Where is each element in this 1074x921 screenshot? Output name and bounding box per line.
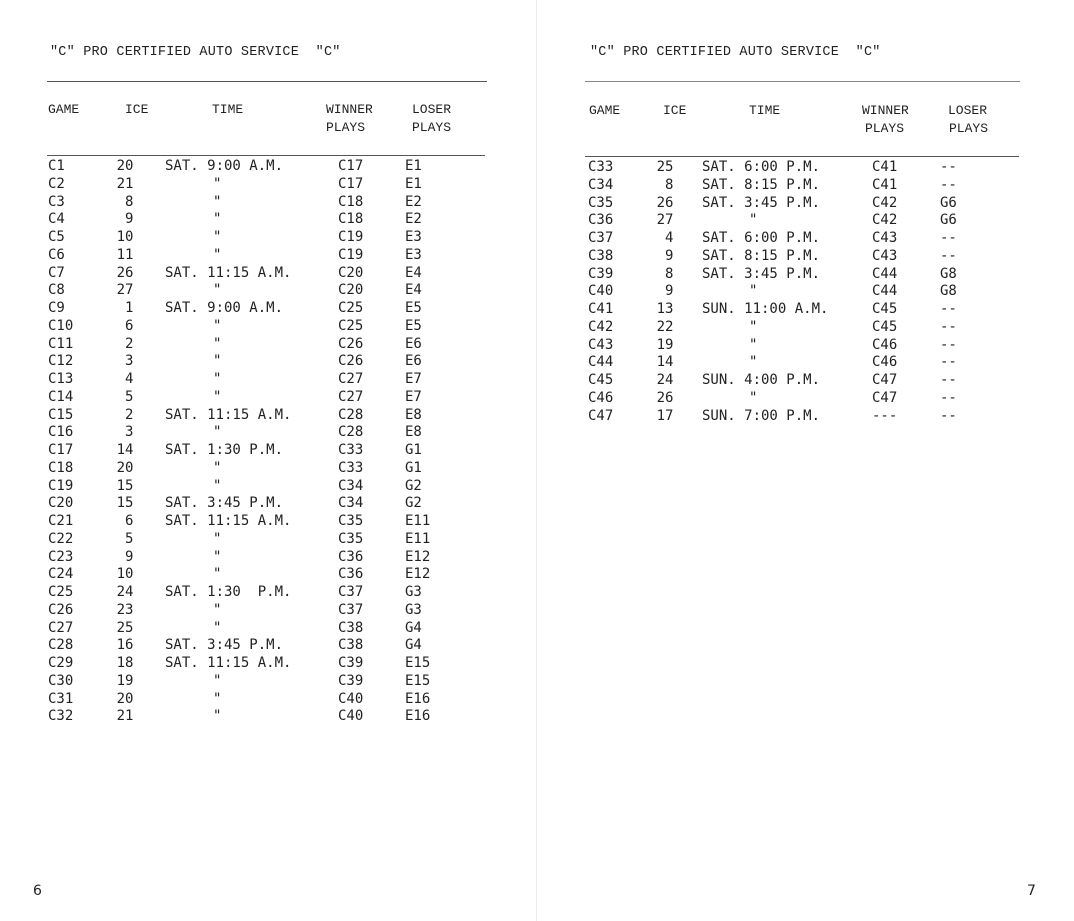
- loser-cell: --: [940, 389, 957, 406]
- loser-cell: E15: [405, 672, 431, 689]
- ice-cell: 27: [116, 282, 134, 299]
- ice-cell: 4: [665, 230, 674, 246]
- winner-cell: C35: [338, 530, 364, 547]
- time-cell: ": [213, 690, 222, 707]
- loser-cell: G8: [940, 265, 957, 282]
- winner-cell: C26: [338, 353, 364, 370]
- header-winner-plays: PLAYS: [865, 121, 905, 136]
- page-title: "C" PRO CERTIFIED AUTO SERVICE "C": [50, 45, 341, 60]
- header-ice: ICE: [125, 102, 149, 117]
- game-cell: C32: [48, 708, 74, 725]
- time-cell: ": [749, 336, 758, 353]
- winner-cell: C41: [872, 159, 898, 175]
- game-cell: C33: [588, 159, 614, 175]
- winner-cell: C40: [338, 690, 364, 707]
- loser-cell: E5: [405, 317, 422, 334]
- time-cell: SAT. 1:30 P.M.: [165, 584, 292, 600]
- time-cell: ": [749, 212, 758, 229]
- loser-cell: E15: [405, 655, 431, 671]
- time-cell: ": [213, 619, 222, 636]
- game-cell: C23: [48, 548, 74, 565]
- winner-cell: C17: [338, 175, 364, 192]
- loser-cell: E5: [405, 300, 422, 316]
- ice-cell: 25: [116, 619, 134, 636]
- ice-cell: 11: [116, 246, 134, 263]
- game-cell: C38: [588, 247, 614, 264]
- loser-cell: E16: [405, 690, 431, 707]
- time-cell: SUN. 4:00 P.M.: [702, 372, 821, 388]
- ice-cell: 15: [116, 477, 134, 494]
- ice-cell: 26: [116, 264, 134, 281]
- ice-cell: 21: [116, 175, 134, 192]
- header-game: GAME: [589, 103, 621, 118]
- game-cell: C47: [588, 407, 614, 424]
- time-cell: SUN. 7:00 P.M.: [702, 407, 821, 424]
- winner-cell: C36: [338, 548, 364, 565]
- loser-cell: --: [940, 301, 957, 317]
- ice-cell: 16: [116, 637, 134, 654]
- ice-cell: 10: [116, 229, 134, 245]
- game-cell: C37: [588, 230, 614, 246]
- time-cell: SAT. 9:00 A.M.: [165, 158, 284, 174]
- game-cell: C8: [48, 282, 65, 299]
- ice-cell: 26: [656, 389, 674, 406]
- game-cell: C36: [588, 212, 614, 229]
- ice-cell: 6: [125, 317, 134, 334]
- game-cell: C16: [48, 424, 74, 441]
- winner-cell: C44: [872, 283, 898, 300]
- header-loser-plays: PLAYS: [412, 120, 452, 135]
- game-cell: C42: [588, 318, 614, 335]
- winner-cell: C43: [872, 230, 898, 246]
- ice-cell: 19: [116, 672, 134, 689]
- loser-cell: G4: [405, 619, 422, 636]
- ice-cell: 9: [665, 283, 674, 300]
- header-winner-plays: PLAYS: [326, 120, 366, 135]
- game-cell: C11: [48, 335, 74, 352]
- winner-cell: C33: [338, 459, 364, 476]
- game-cell: C6: [48, 246, 65, 263]
- loser-cell: --: [940, 247, 957, 264]
- time-cell: ": [213, 672, 222, 689]
- time-cell: SAT. 3:45 P.M.: [165, 637, 284, 654]
- time-cell: SAT. 11:15 A.M.: [165, 513, 292, 529]
- game-cell: C31: [48, 690, 74, 707]
- page-title: "C" PRO CERTIFIED AUTO SERVICE "C": [590, 45, 881, 60]
- ice-cell: 24: [116, 584, 134, 600]
- winner-cell: C17: [338, 158, 364, 174]
- page-number: 6: [33, 883, 42, 899]
- game-cell: C1: [48, 158, 65, 174]
- time-cell: ": [213, 335, 222, 352]
- header-time: TIME: [212, 102, 244, 117]
- winner-cell: C36: [338, 566, 364, 583]
- ice-cell: 9: [665, 247, 674, 264]
- time-cell: ": [213, 282, 222, 299]
- loser-cell: E7: [405, 388, 422, 405]
- game-cell: C3: [48, 193, 65, 210]
- ice-cell: 8: [665, 176, 674, 193]
- loser-cell: G1: [405, 459, 422, 476]
- ice-cell: 23: [116, 601, 134, 618]
- loser-cell: G6: [940, 212, 957, 229]
- ice-cell: 17: [656, 407, 674, 424]
- game-cell: C29: [48, 655, 74, 671]
- time-cell: ": [213, 353, 222, 370]
- game-cell: C39: [588, 265, 614, 282]
- winner-cell: C26: [338, 335, 364, 352]
- time-cell: ": [749, 389, 758, 406]
- header-winner: WINNER: [862, 103, 909, 118]
- game-cell: C12: [48, 353, 74, 370]
- ice-cell: 5: [125, 530, 134, 547]
- loser-cell: E1: [405, 158, 422, 174]
- winner-cell: C38: [338, 619, 364, 636]
- ice-cell: 14: [116, 442, 134, 458]
- loser-cell: --: [940, 318, 957, 335]
- header-winner: WINNER: [326, 102, 373, 117]
- loser-cell: E11: [405, 513, 431, 529]
- loser-cell: E2: [405, 193, 422, 210]
- loser-cell: G1: [405, 442, 422, 458]
- game-cell: C24: [48, 566, 74, 583]
- time-cell: ": [749, 354, 758, 371]
- ice-cell: 15: [116, 495, 134, 512]
- loser-cell: E8: [405, 406, 422, 423]
- winner-cell: C46: [872, 336, 898, 353]
- game-cell: C25: [48, 584, 74, 600]
- ice-cell: 20: [116, 459, 134, 476]
- winner-cell: C25: [338, 317, 364, 334]
- game-cell: C46: [588, 389, 614, 406]
- loser-cell: G4: [405, 637, 422, 654]
- loser-cell: G8: [940, 283, 957, 300]
- winner-cell: C18: [338, 193, 364, 210]
- loser-cell: --: [940, 372, 957, 388]
- loser-cell: E11: [405, 530, 431, 547]
- header-ice: ICE: [663, 103, 687, 118]
- winner-cell: C39: [338, 655, 364, 671]
- game-cell: C17: [48, 442, 74, 458]
- loser-cell: E2: [405, 211, 422, 228]
- game-cell: C14: [48, 388, 74, 405]
- ice-cell: 3: [125, 424, 134, 441]
- ice-cell: 4: [125, 371, 134, 387]
- loser-cell: --: [940, 336, 957, 353]
- loser-cell: E4: [405, 264, 422, 281]
- winner-cell: C38: [338, 637, 364, 654]
- winner-cell: C37: [338, 601, 364, 618]
- ice-cell: 13: [656, 301, 674, 317]
- ice-cell: 5: [125, 388, 134, 405]
- game-cell: C45: [588, 372, 614, 388]
- ice-cell: 27: [656, 212, 674, 229]
- time-cell: ": [213, 229, 222, 245]
- time-cell: ": [213, 424, 222, 441]
- ice-cell: 21: [116, 708, 134, 725]
- time-cell: SAT. 11:15 A.M.: [165, 264, 292, 281]
- time-cell: ": [213, 388, 222, 405]
- time-cell: ": [749, 283, 758, 300]
- time-cell: SAT. 6:00 P.M.: [702, 230, 821, 246]
- winner-cell: C33: [338, 442, 364, 458]
- ice-cell: 2: [125, 406, 134, 423]
- loser-cell: E3: [405, 229, 422, 245]
- ice-cell: 25: [656, 159, 674, 175]
- game-cell: C15: [48, 406, 74, 423]
- time-cell: SAT. 3:45 P.M.: [702, 194, 821, 211]
- game-cell: C40: [588, 283, 614, 300]
- game-cell: C10: [48, 317, 74, 334]
- ice-cell: 24: [656, 372, 674, 388]
- ice-cell: 14: [656, 354, 674, 371]
- winner-cell: C35: [338, 513, 364, 529]
- game-cell: C34: [588, 176, 614, 193]
- game-cell: C22: [48, 530, 74, 547]
- header-rule: [47, 155, 485, 156]
- time-cell: ": [213, 371, 222, 387]
- page-number: 7: [1027, 883, 1036, 899]
- winner-cell: C27: [338, 371, 364, 387]
- time-cell: ": [213, 708, 222, 725]
- loser-cell: E8: [405, 424, 422, 441]
- time-cell: ": [213, 317, 222, 334]
- header-loser-plays: PLAYS: [949, 121, 989, 136]
- game-cell: C4: [48, 211, 65, 228]
- winner-cell: C39: [338, 672, 364, 689]
- time-cell: ": [213, 530, 222, 547]
- ice-cell: 8: [125, 193, 134, 210]
- winner-cell: C34: [338, 477, 364, 494]
- winner-cell: C20: [338, 264, 364, 281]
- time-cell: SAT. 3:45 P.M.: [702, 265, 821, 282]
- winner-cell: C28: [338, 424, 364, 441]
- loser-cell: E6: [405, 353, 422, 370]
- winner-cell: C34: [338, 495, 364, 512]
- winner-cell: C42: [872, 194, 898, 211]
- loser-cell: G2: [405, 495, 422, 512]
- winner-cell: C40: [338, 708, 364, 725]
- ice-cell: 10: [116, 566, 134, 583]
- game-cell: C21: [48, 513, 74, 529]
- loser-cell: G3: [405, 584, 422, 600]
- header-loser: LOSER: [412, 102, 452, 117]
- game-cell: C28: [48, 637, 74, 654]
- time-cell: SAT. 6:00 P.M.: [702, 159, 821, 175]
- time-cell: ": [213, 548, 222, 565]
- ice-cell: 19: [656, 336, 674, 353]
- loser-cell: E3: [405, 246, 422, 263]
- ice-cell: 20: [116, 690, 134, 707]
- time-cell: SAT. 1:30 P.M.: [165, 442, 284, 458]
- loser-cell: --: [940, 176, 957, 193]
- ice-cell: 20: [116, 158, 134, 174]
- header-game: GAME: [48, 102, 80, 117]
- time-cell: SAT. 8:15 P.M.: [702, 176, 821, 193]
- winner-cell: C44: [872, 265, 898, 282]
- header-rule: [585, 156, 1019, 157]
- loser-cell: E16: [405, 708, 431, 725]
- winner-cell: C43: [872, 247, 898, 264]
- time-cell: ": [213, 193, 222, 210]
- loser-cell: --: [940, 159, 957, 175]
- loser-cell: --: [940, 407, 957, 424]
- loser-cell: E12: [405, 566, 431, 583]
- time-cell: SAT. 3:45 P.M.: [165, 495, 284, 512]
- winner-cell: C19: [338, 229, 364, 245]
- ice-cell: 22: [656, 318, 674, 335]
- game-cell: C44: [588, 354, 614, 371]
- right-page: [537, 0, 1074, 921]
- time-cell: SUN. 11:00 A.M.: [702, 301, 829, 317]
- winner-cell: C41: [872, 176, 898, 193]
- time-cell: ": [749, 318, 758, 335]
- ice-cell: 18: [116, 655, 134, 671]
- title-rule: [585, 81, 1020, 82]
- winner-cell: ---: [872, 407, 898, 424]
- game-cell: C2: [48, 175, 65, 192]
- game-cell: C41: [588, 301, 614, 317]
- loser-cell: G6: [940, 194, 957, 211]
- time-cell: ": [213, 477, 222, 494]
- winner-cell: C20: [338, 282, 364, 299]
- game-cell: C18: [48, 459, 74, 476]
- loser-cell: E7: [405, 371, 422, 387]
- ice-cell: 9: [125, 211, 134, 228]
- time-cell: ": [213, 601, 222, 618]
- winner-cell: C46: [872, 354, 898, 371]
- winner-cell: C47: [872, 372, 898, 388]
- ice-cell: 8: [665, 265, 674, 282]
- game-cell: C7: [48, 264, 65, 281]
- loser-cell: E4: [405, 282, 422, 299]
- ice-cell: 26: [656, 194, 674, 211]
- ice-cell: 2: [125, 335, 134, 352]
- winner-cell: C18: [338, 211, 364, 228]
- header-loser: LOSER: [948, 103, 988, 118]
- header-time: TIME: [749, 103, 781, 118]
- loser-cell: G3: [405, 601, 422, 618]
- loser-cell: E1: [405, 175, 422, 192]
- time-cell: SAT. 11:15 A.M.: [165, 655, 292, 671]
- ice-cell: 1: [125, 300, 134, 316]
- game-cell: C20: [48, 495, 74, 512]
- winner-cell: C27: [338, 388, 364, 405]
- loser-cell: --: [940, 354, 957, 371]
- title-rule: [47, 81, 487, 82]
- winner-cell: C25: [338, 300, 364, 316]
- time-cell: SAT. 9:00 A.M.: [165, 300, 284, 316]
- winner-cell: C42: [872, 212, 898, 229]
- game-cell: C43: [588, 336, 614, 353]
- time-cell: ": [213, 459, 222, 476]
- game-cell: C26: [48, 601, 74, 618]
- game-cell: C27: [48, 619, 74, 636]
- time-cell: ": [213, 175, 222, 192]
- winner-cell: C37: [338, 584, 364, 600]
- winner-cell: C45: [872, 318, 898, 335]
- time-cell: SAT. 11:15 A.M.: [165, 406, 292, 423]
- game-cell: C13: [48, 371, 74, 387]
- loser-cell: E6: [405, 335, 422, 352]
- winner-cell: C28: [338, 406, 364, 423]
- ice-cell: 6: [125, 513, 134, 529]
- time-cell: SAT. 8:15 P.M.: [702, 247, 821, 264]
- time-cell: ": [213, 211, 222, 228]
- loser-cell: G2: [405, 477, 422, 494]
- winner-cell: C47: [872, 389, 898, 406]
- game-cell: C5: [48, 229, 65, 245]
- winner-cell: C45: [872, 301, 898, 317]
- game-cell: C35: [588, 194, 614, 211]
- game-cell: C30: [48, 672, 74, 689]
- game-cell: C9: [48, 300, 65, 316]
- winner-cell: C19: [338, 246, 364, 263]
- ice-cell: 3: [125, 353, 134, 370]
- time-cell: ": [213, 246, 222, 263]
- loser-cell: E12: [405, 548, 431, 565]
- loser-cell: --: [940, 230, 957, 246]
- ice-cell: 9: [125, 548, 134, 565]
- time-cell: ": [213, 566, 222, 583]
- game-cell: C19: [48, 477, 74, 494]
